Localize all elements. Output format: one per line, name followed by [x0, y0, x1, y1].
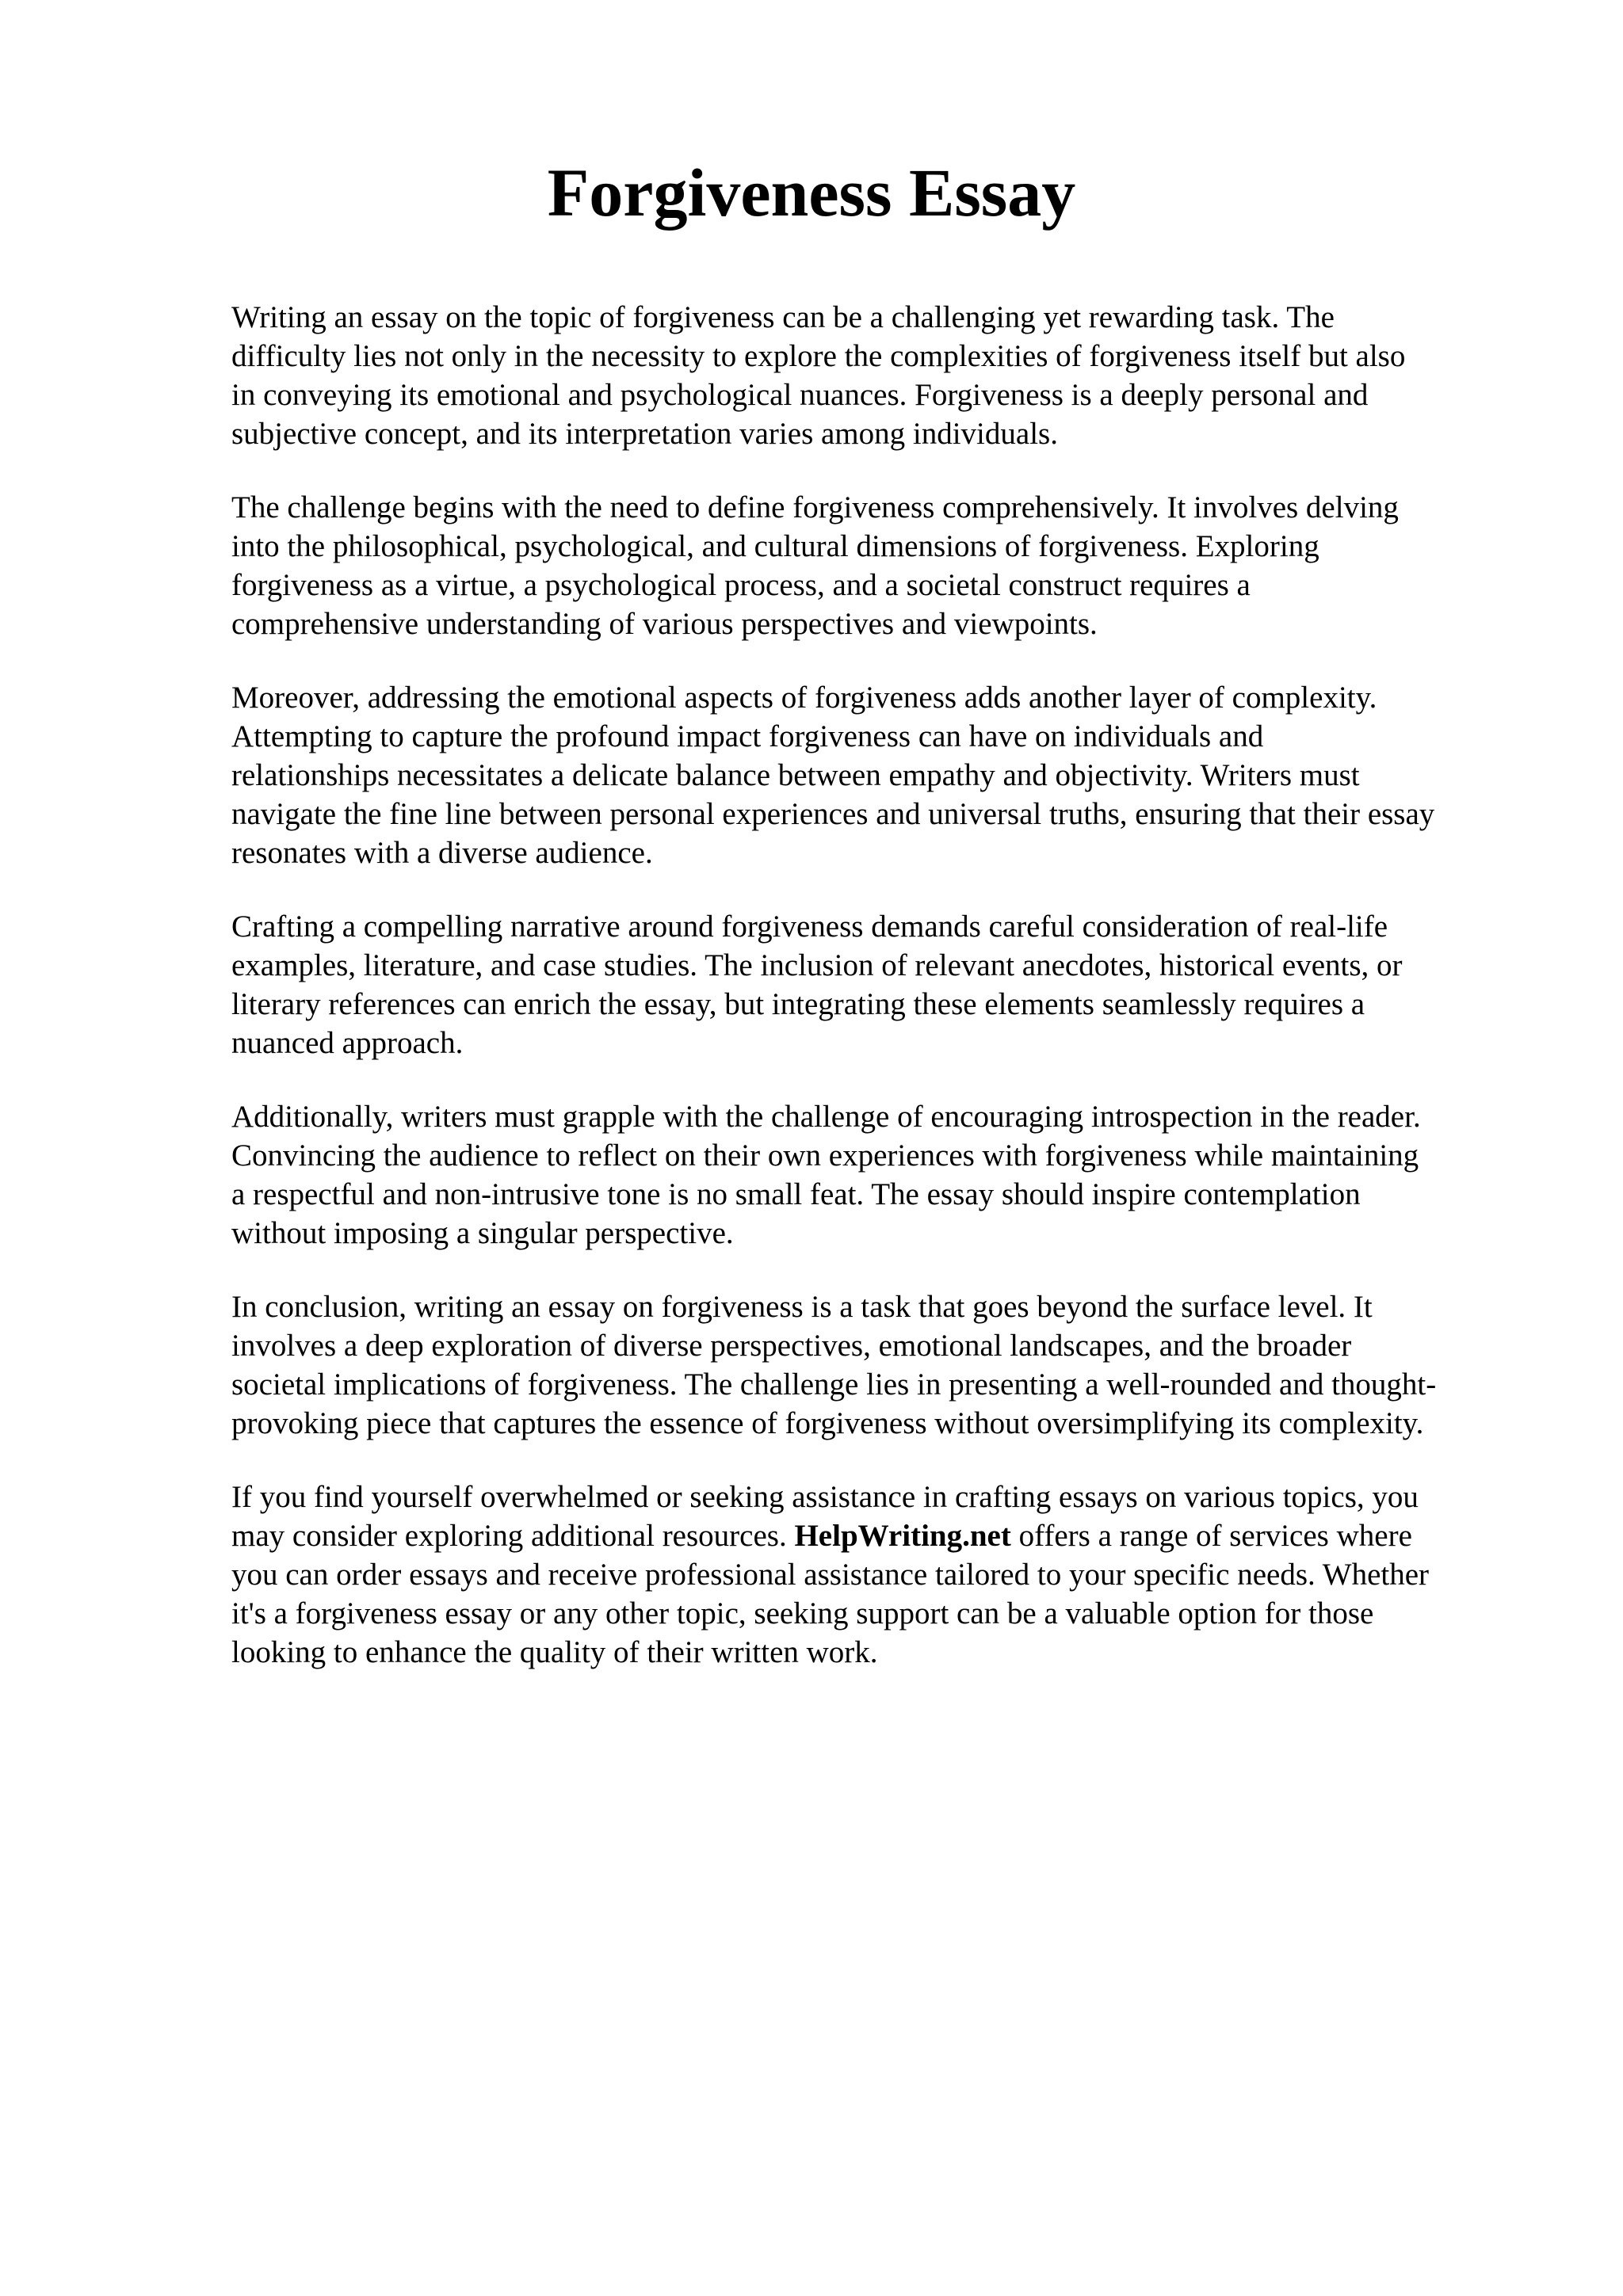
paragraph-line: Additionally, writers must grapple with the challenge of encouraging introspection in the reader.: [231, 1100, 1421, 1134]
paragraph-list: [231, 298, 1531, 1443]
paragraph-line: resonates with a diverse audience.: [231, 836, 653, 870]
paragraph-line: subjective concept, and its interpretation varies among individuals.: [231, 417, 1058, 451]
essay-paragraph: [231, 488, 1531, 643]
paragraph-line: comprehensive understanding of various perspectives and viewpoints.: [231, 607, 1098, 641]
paragraph-line: The challenge begins with the need to define forgiveness comprehensively. It involves delving: [231, 490, 1399, 524]
paragraph-line: In conclusion, writing an essay on forgiveness is a task that goes beyond the surface level. It: [231, 1290, 1373, 1324]
paragraph-line: literary references can enrich the essay, but integrating these elements seamlessly requires a: [231, 987, 1365, 1021]
paragraph-line: examples, literature, and case studies. The inclusion of relevant anecdotes, historical events, or: [231, 948, 1403, 982]
closing-line-5: looking to enhance the quality of their written work.: [231, 1635, 878, 1669]
paragraph-line: societal implications of forgiveness. The challenge lies in presenting a well-rounded and thought-: [231, 1367, 1437, 1402]
paragraph-line: navigate the fine line between personal experiences and universal truths, ensuring that their essay: [231, 797, 1435, 831]
page-title: Forgiveness Essay: [547, 154, 1076, 231]
closing-line-2-after: offers a range of services where: [1010, 1519, 1412, 1553]
closing-line-4: it's a forgiveness essay or any other topic, seeking support can be a valuable option for those: [231, 1596, 1374, 1630]
closing-line-3: you can order essays and receive professional assistance tailored to your specific needs. Whether: [231, 1558, 1430, 1592]
essay-body: [231, 298, 1531, 1707]
helpwriting-link[interactable]: HelpWriting.net: [794, 1519, 1011, 1553]
paragraph-line: difficulty lies not only in the necessity to explore the complexities of forgiveness itself but also: [231, 339, 1406, 373]
paragraph-line: Crafting a compelling narrative around forgiveness demands careful consideration of real-life: [231, 910, 1388, 944]
paragraph-line: into the philosophical, psychological, and cultural dimensions of forgiveness. Exploring: [231, 529, 1319, 563]
essay-paragraph: [231, 1287, 1531, 1443]
paragraph-line: nuanced approach.: [231, 1026, 464, 1060]
paragraph-line: Convincing the audience to reflect on their own experiences with forgiveness while maintaining: [231, 1138, 1419, 1173]
paragraph-line: without imposing a singular perspective.: [231, 1216, 734, 1250]
paragraph-line: forgiveness as a virtue, a psychological process, and a societal construct requires a: [231, 568, 1251, 602]
paragraph-line: relationships necessitates a delicate balance between empathy and objectivity. Writers must: [231, 758, 1360, 792]
paragraph-line: provoking piece that captures the essence of forgiveness without oversimplifying its complexity.: [231, 1406, 1424, 1440]
paragraph-line: Moreover, addressing the emotional aspects of forgiveness adds another layer of complexity.: [231, 681, 1377, 715]
closing-paragraph: [231, 1478, 1531, 1672]
paragraph-line: Writing an essay on the topic of forgiveness can be a challenging yet rewarding task. The: [231, 300, 1335, 334]
essay-paragraph: [231, 298, 1531, 453]
essay-paragraph: [231, 907, 1531, 1062]
paragraph-line: involves a deep exploration of diverse perspectives, emotional landscapes, and the broader: [231, 1329, 1352, 1363]
closing-line-1: If you find yourself overwhelmed or seeking assistance in crafting essays on various topics, you: [231, 1480, 1419, 1514]
paragraph-line: Attempting to capture the profound impact forgiveness can have on individuals and: [231, 719, 1264, 753]
essay-paragraph: [231, 678, 1531, 872]
closing-line-2: [231, 1516, 1531, 1555]
essay-paragraph: [231, 1097, 1531, 1253]
closing-line-2-before: may consider exploring additional resources.: [231, 1519, 795, 1553]
paragraph-line: in conveying its emotional and psychological nuances. Forgiveness is a deeply personal and: [231, 378, 1369, 412]
paragraph-line: a respectful and non-intrusive tone is no small feat. The essay should inspire contemplation: [231, 1177, 1361, 1211]
